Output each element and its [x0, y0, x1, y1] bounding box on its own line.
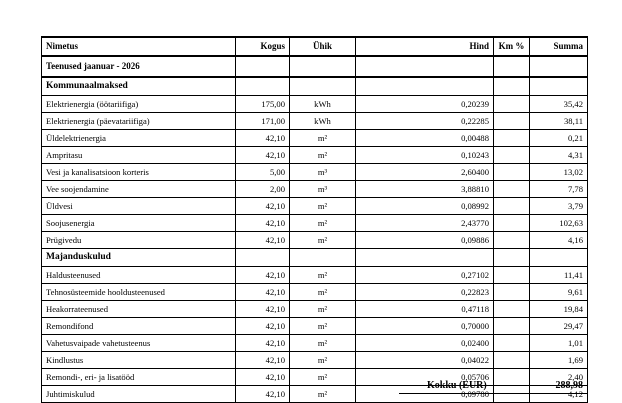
table-row [42, 147, 588, 164]
item-price: 0,10243 [356, 147, 494, 164]
item-name: Elektrienergia (öötariifiga) [42, 96, 236, 113]
item-unit: m² [290, 198, 356, 215]
item-unit: m² [290, 301, 356, 318]
item-quantity: 42,10 [236, 301, 290, 318]
item-vat [494, 267, 530, 284]
item-quantity: 42,10 [236, 198, 290, 215]
item-price: 2,60400 [356, 164, 494, 181]
table-row [42, 352, 588, 369]
item-quantity: 42,10 [236, 335, 290, 352]
item-price: 0,22285 [356, 113, 494, 130]
item-sum: 1,01 [530, 335, 588, 352]
item-unit: m² [290, 352, 356, 369]
table-row [42, 215, 588, 232]
table-row [42, 181, 588, 198]
item-unit: m² [290, 335, 356, 352]
item-unit: m² [290, 147, 356, 164]
item-unit: m² [290, 130, 356, 147]
item-price: 0,22823 [356, 284, 494, 301]
item-vat [494, 335, 530, 352]
item-name: Remondifond [42, 318, 236, 335]
item-unit: m² [290, 215, 356, 232]
item-vat [494, 164, 530, 181]
item-vat [494, 215, 530, 232]
item-price: 0,00488 [356, 130, 494, 147]
column-header-vat: Km % [494, 37, 530, 56]
item-price: 0,05706 [356, 369, 494, 386]
total-label: Kokku (EUR) [427, 380, 487, 391]
table-row [42, 113, 588, 130]
item-sum: 4,16 [530, 232, 588, 249]
section-row [42, 77, 588, 96]
empty-cell [236, 77, 290, 96]
period-row [42, 56, 588, 77]
item-quantity: 42,10 [236, 369, 290, 386]
item-quantity: 42,10 [236, 352, 290, 369]
table-row [42, 164, 588, 181]
table-row [42, 301, 588, 318]
section-title: Kommunaalmaksed [42, 77, 236, 96]
item-unit: m² [290, 232, 356, 249]
empty-cell [356, 56, 494, 77]
table-row [42, 267, 588, 284]
item-quantity: 175,00 [236, 96, 290, 113]
empty-cell [356, 249, 494, 267]
item-price: 0,20239 [356, 96, 494, 113]
item-quantity: 42,10 [236, 130, 290, 147]
column-header-sum: Summa [530, 37, 588, 56]
table-row [42, 318, 588, 335]
item-vat [494, 113, 530, 130]
item-sum: 19,84 [530, 301, 588, 318]
item-vat [494, 318, 530, 335]
item-vat [494, 96, 530, 113]
item-vat [494, 130, 530, 147]
empty-cell [494, 77, 530, 96]
item-name: Haldusteenused [42, 267, 236, 284]
item-quantity: 42,10 [236, 232, 290, 249]
item-unit: m³ [290, 164, 356, 181]
empty-cell [236, 249, 290, 267]
empty-cell [530, 56, 588, 77]
table-row [42, 284, 588, 301]
table-row [42, 130, 588, 147]
item-sum: 9,61 [530, 284, 588, 301]
item-price: 0,04022 [356, 352, 494, 369]
item-quantity: 2,00 [236, 181, 290, 198]
period-label: Teenused jaanuar - 2026 [42, 56, 236, 77]
invoice-sheet [41, 36, 587, 403]
empty-cell [530, 249, 588, 267]
item-sum: 3,79 [530, 198, 588, 215]
item-vat [494, 181, 530, 198]
item-unit: kWh [290, 113, 356, 130]
empty-cell [356, 77, 494, 96]
item-sum: 29,47 [530, 318, 588, 335]
table-row [42, 232, 588, 249]
item-price: 0,09886 [356, 232, 494, 249]
item-sum: 4,12 [530, 386, 588, 403]
item-quantity: 42,10 [236, 147, 290, 164]
item-price: 0,02400 [356, 335, 494, 352]
item-quantity: 42,10 [236, 267, 290, 284]
item-unit: m³ [290, 181, 356, 198]
column-header-name: Nimetus [42, 37, 236, 56]
empty-cell [290, 249, 356, 267]
total-value: 288,98 [555, 380, 583, 391]
empty-cell [236, 56, 290, 77]
item-vat [494, 232, 530, 249]
item-name: Vahetusvaipade vahetusteenus [42, 335, 236, 352]
item-vat [494, 147, 530, 164]
empty-cell [530, 77, 588, 96]
item-name: Soojusenergia [42, 215, 236, 232]
item-unit: m² [290, 386, 356, 403]
item-sum: 13,02 [530, 164, 588, 181]
item-name: Juhtimiskulud [42, 386, 236, 403]
column-header-price: Hind [356, 37, 494, 56]
item-sum: 2,40 [530, 369, 588, 386]
item-price: 0,08992 [356, 198, 494, 215]
item-name: Remondi-, eri- ja lisatööd [42, 369, 236, 386]
item-name: Ampritasu [42, 147, 236, 164]
item-name: Üldvesi [42, 198, 236, 215]
item-sum: 11,41 [530, 267, 588, 284]
empty-cell [290, 56, 356, 77]
item-price: 0,09780 [356, 386, 494, 403]
item-sum: 35,42 [530, 96, 588, 113]
item-unit: m² [290, 267, 356, 284]
section-title: Majanduskulud [42, 249, 236, 267]
item-quantity: 5,00 [236, 164, 290, 181]
total-row [41, 379, 587, 393]
total-underline [399, 393, 587, 394]
item-vat [494, 352, 530, 369]
item-vat [494, 284, 530, 301]
item-sum: 0,21 [530, 130, 588, 147]
item-quantity: 171,00 [236, 113, 290, 130]
item-unit: m² [290, 369, 356, 386]
item-vat [494, 301, 530, 318]
item-quantity: 42,10 [236, 284, 290, 301]
item-price: 3,88810 [356, 181, 494, 198]
item-price: 2,43770 [356, 215, 494, 232]
item-quantity: 42,10 [236, 215, 290, 232]
column-header-unit: Ühik [290, 37, 356, 56]
item-name: Prügivedu [42, 232, 236, 249]
table-row [42, 96, 588, 113]
item-name: Tehnosüsteemide hooldusteenused [42, 284, 236, 301]
item-price: 0,70000 [356, 318, 494, 335]
item-sum: 102,63 [530, 215, 588, 232]
item-unit: m² [290, 318, 356, 335]
item-quantity: 42,10 [236, 318, 290, 335]
item-name: Vesi ja kanalisatsioon korteris [42, 164, 236, 181]
item-sum: 1,69 [530, 352, 588, 369]
item-sum: 38,11 [530, 113, 588, 130]
table-row [42, 335, 588, 352]
item-vat [494, 198, 530, 215]
empty-cell [290, 77, 356, 96]
charges-table [41, 36, 588, 403]
item-sum: 4,31 [530, 147, 588, 164]
item-unit: m² [290, 284, 356, 301]
empty-cell [494, 56, 530, 77]
item-name: Vee soojendamine [42, 181, 236, 198]
table-body [42, 56, 588, 403]
item-unit: kWh [290, 96, 356, 113]
item-name: Elektrienergia (päevatariifiga) [42, 113, 236, 130]
column-header-quantity: Kogus [236, 37, 290, 56]
item-quantity: 42,10 [236, 386, 290, 403]
item-name: Kindlustus [42, 352, 236, 369]
item-name: Üldelektrienergia [42, 130, 236, 147]
header-row [42, 37, 588, 56]
item-name: Heakorrateenused [42, 301, 236, 318]
section-row [42, 249, 588, 267]
table-row [42, 198, 588, 215]
item-price: 0,47118 [356, 301, 494, 318]
item-price: 0,27102 [356, 267, 494, 284]
empty-cell [494, 249, 530, 267]
item-sum: 7,78 [530, 181, 588, 198]
